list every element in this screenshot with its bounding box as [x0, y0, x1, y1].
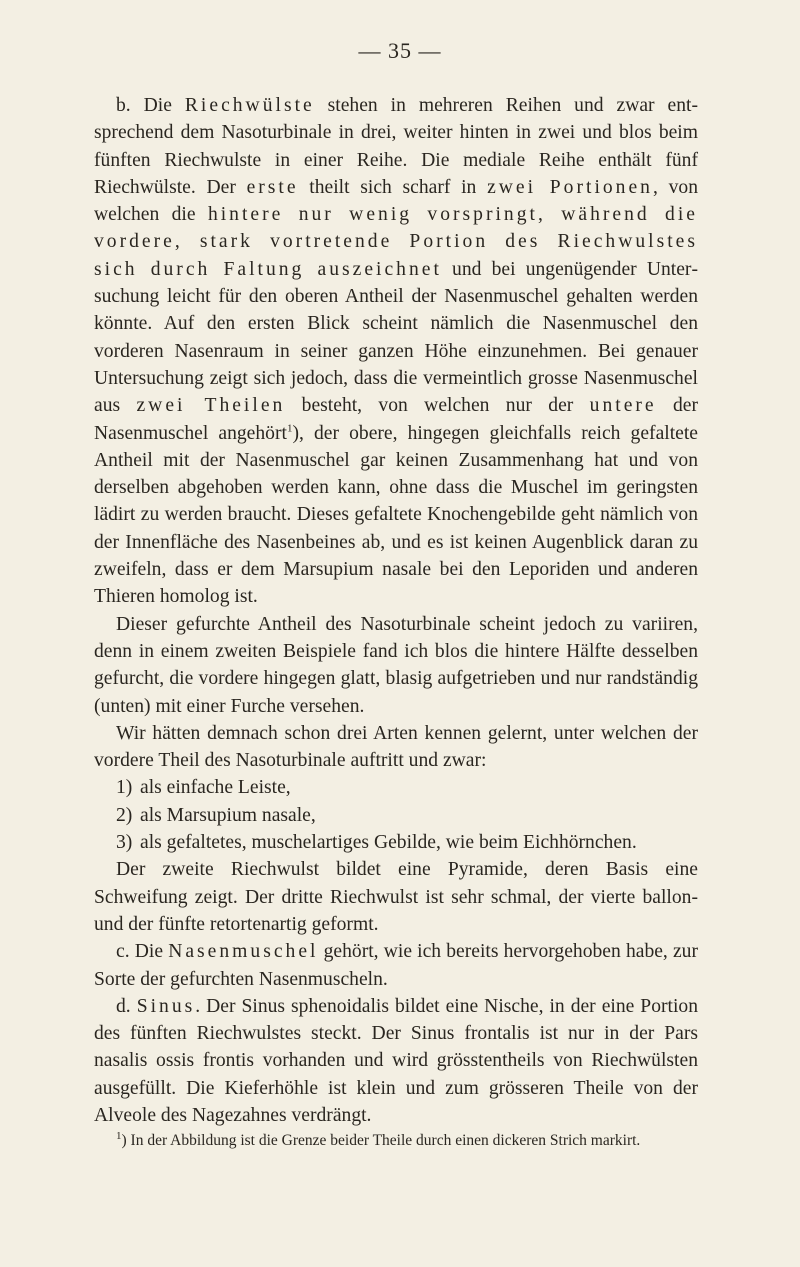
emphasis: Sinus — [136, 995, 196, 1017]
emphasis: untere — [589, 395, 657, 417]
emphasis: zwei Theilen — [136, 395, 286, 417]
footnote-marker: 1 — [116, 1129, 122, 1142]
emphasis: erste — [246, 176, 299, 198]
paragraph-riechwuelste: b. Die Riechwülste stehen in mehreren Reihen und zwar entsprechend dem Nasoturbinale in drei, weiter hinten in zwei und blos beim fünften Riechwulste in einer Reihe. Die mediale Reihe enthält fünf Riechwülste. Der erste theilt sich scharf in zwei Portionen, von welchen die hintere nur wenig vorspringt, während die vordere, stark vortretende Portion des Riechwulstes sich durch Faltung auszeichnet und bei ungenügender Untersuchung leicht für den oberen Antheil der Nasenmuschel gehalten werden könnte. Auf den ersten Blick scheint nämlich die Nasenmuschel den vorderen Nasenraum in seiner ganzen Höhe einzunehmen. Bei genauer Untersuchung zeigt sich jedoch, dass die vermeintlich grosse Nasenmuschel aus zwei Theilen besteht, von welchen nur der untere der Nasenmuschel angehört$^1$), der obere, hingegen gleichfalls reich gefaltete Antheil mit der Nasenmuschel gar keinen Zusammenhang hat und von derselben abgehoben werden kann, ohne dass die Muschel im geringsten lädirt zu werden braucht. Dieses gefaltete Knochengebilde geht nämlich von der Innenfläche des Nasenbeines ab, und es ist keinen Augenblick daran zu zweifeln, dass er dem Marsupium nasale bei den Leporiden und anderen Thieren homolog ist. — [94, 95, 698, 608]
list-number: 2) — [116, 804, 133, 826]
paragraph-sinus: d. Sinus. Der Sinus sphenoidalis bildet eine Nische, in der eine Portion des fünften Riechwulstes steckt. Der Sinus frontalis ist nur in der Pars nasalis ossis frontis vorhanden und wird grösstentheils von Riechwülsten ausgefüllt. Die Kieferhöhle ist klein und zum grösseren Theile von der Alveole des Nagezahnes verdrängt. — [94, 995, 699, 1126]
list-item: 3) als gefaltetes, muschelartiges Gebilde, wie beim Eichhörnchen. — [94, 829, 698, 856]
emphasis: zwei Portionen — [487, 176, 653, 198]
list-number: 3) — [116, 832, 133, 854]
emphasis: Riechwülste — [184, 95, 315, 116]
paragraph-zweiter-riechwulst: Der zweite Riechwulst bildet eine Pyramide, deren Basis eine Schweifung zeigt. Der dritte Riechwulst ist sehr schmal, der vierte ballon- und der fünfte retortenartig geformt. — [94, 859, 698, 935]
footnote — [94, 1129, 698, 1152]
list-item: 2) als Marsupium nasale, — [94, 802, 698, 829]
list-item: 1) als einfache Leiste, — [94, 774, 698, 801]
body-text — [94, 92, 698, 1129]
emphasis: hintere nur wenig vorspringt, während die vordere, stark vortretende Portion des Riechwulstes sich durch Faltung auszeichnet — [94, 204, 698, 280]
emphasis: Nasenmuschel — [168, 941, 319, 963]
paragraph-nasenmuschel: c. Die Nasenmuschel gehört, wie ich bereits hervorgehoben habe, zur Sorte der gefurchten Nasenmuscheln. — [94, 941, 699, 990]
list-number: 1) — [116, 777, 133, 799]
paragraph-drei-arten: Wir hätten demnach schon drei Arten kennen gelernt, unter welchen der vordere Theil des Nasoturbinale auftritt und zwar: — [94, 722, 698, 772]
paragraph-gefurchter-antheil: Dieser gefurchte Antheil des Nasoturbinale scheint jedoch zu variiren, denn in einem zweiten Beispiele fand ich blos die hintere Hälfte desselben gefurcht, die vordere hingegen glatt, blasig aufgetrieben und nur randständig (unten) mit einer Furche versehen. — [94, 613, 698, 717]
footnote-reference: 1 — [286, 422, 293, 435]
footnote-text: ) In der Abbildung ist die Grenze beider Theile durch einen dickeren Strich markirt. — [121, 1132, 641, 1149]
page-number: — 35 — — [358, 38, 442, 63]
